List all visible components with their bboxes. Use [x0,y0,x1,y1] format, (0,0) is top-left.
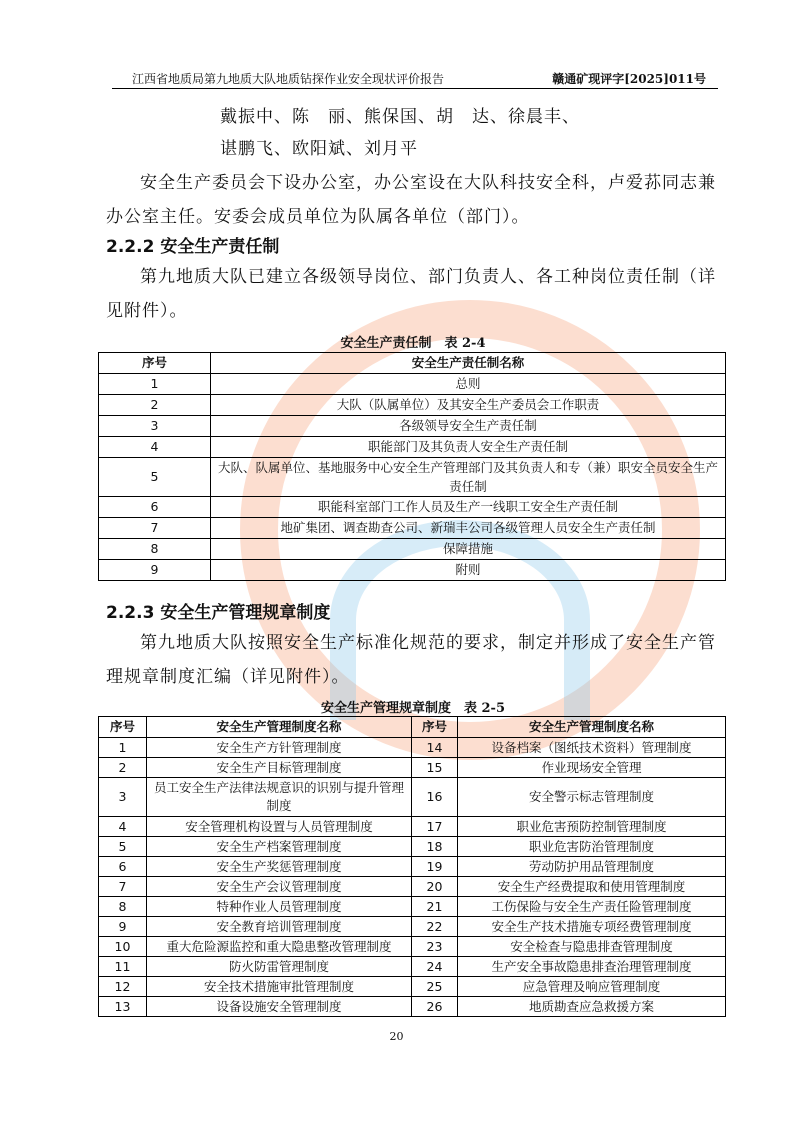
cell-index: 20 [412,877,458,897]
cell-name: 安全生产会议管理制度 [147,877,412,897]
cell-name: 安全生产档案管理制度 [147,837,412,857]
table-row [99,997,726,1017]
cell-index: 21 [412,897,458,917]
table-row [99,738,726,758]
col-header-name-left: 安全生产管理制度名称 [147,717,412,738]
page-header [112,68,718,89]
cell-name: 安全生产奖惩管理制度 [147,857,412,877]
col-header-index-right: 序号 [412,717,458,738]
cell-name: 生产安全事故隐患排查治理管理制度 [458,957,726,977]
cell-index: 14 [412,738,458,758]
cell-index: 16 [412,778,458,817]
cell-index: 26 [412,997,458,1017]
table-row [99,977,726,997]
cell-name: 地质勘查应急救援方案 [458,997,726,1017]
col-header-index-left: 序号 [99,717,147,738]
section-222-paragraph: 第九地质大队已建立各级领导岗位、部门负责人、各工种岗位责任制（详见附件）。 [106,267,716,321]
cell-name: 大队、队属单位、基地服务中心安全生产管理部门及其负责人和专（兼）职安全员安全生产责任制 [211,458,726,497]
members-line-2: 谌鹏飞、欧阳斌、刘月平 [220,139,418,159]
table-row [99,560,726,581]
cell-name: 劳动防护用品管理制度 [458,857,726,877]
col-header-name-right: 安全生产管理制度名称 [458,717,726,738]
cell-index: 3 [99,778,147,817]
cell-index: 7 [99,518,211,539]
table-2-5-caption: 安全生产管理规章制度 表 2-5 [320,701,505,716]
table-header-row [99,717,726,738]
col-header-index: 序号 [99,353,211,374]
cell-name: 安全教育培训管理制度 [147,917,412,937]
cell-name: 安全生产经费提取和使用管理制度 [458,877,726,897]
cell-index: 19 [412,857,458,877]
cell-name: 职业危害防治管理制度 [458,837,726,857]
cell-index: 15 [412,758,458,778]
cell-index: 1 [99,374,211,395]
cell-name: 大队（队属单位）及其安全生产委员会工作职责 [211,395,726,416]
members-line-1: 戴振中、陈 丽、熊保国、胡 达、徐晨丰、 [220,107,580,127]
table-row [99,877,726,897]
cell-name: 安全技术措施审批管理制度 [147,977,412,997]
table-row [99,957,726,977]
cell-index: 7 [99,877,147,897]
cell-index: 10 [99,937,147,957]
table-row [99,778,726,817]
cell-name: 防火防雷管理制度 [147,957,412,977]
table-2-5 [98,716,726,1017]
table-row [99,539,726,560]
cell-index: 13 [99,997,147,1017]
table-row [99,416,726,437]
cell-name: 作业现场安全管理 [458,758,726,778]
table-row [99,897,726,917]
table-header-row [99,353,726,374]
table-row [99,497,726,518]
cell-name: 地矿集团、调查勘查公司、新瑞丰公司各级管理人员安全生产责任制 [211,518,726,539]
cell-name: 设备档案（图纸技术资料）管理制度 [458,738,726,758]
cell-index: 4 [99,437,211,458]
cell-name: 保障措施 [211,539,726,560]
cell-name: 各级领导安全生产责任制 [211,416,726,437]
cell-name: 工伤保险与安全生产责任险管理制度 [458,897,726,917]
table-2-4 [98,352,726,581]
cell-name: 安全生产目标管理制度 [147,758,412,778]
table-row [99,937,726,957]
cell-name: 附则 [211,560,726,581]
cell-name: 安全警示标志管理制度 [458,778,726,817]
cell-index: 24 [412,957,458,977]
cell-name: 应急管理及响应管理制度 [458,977,726,997]
cell-index: 9 [99,917,147,937]
section-heading-222: 2.2.2 安全生产责任制 [106,237,280,257]
cell-name: 重大危险源监控和重大隐患整改管理制度 [147,937,412,957]
cell-index: 5 [99,837,147,857]
table-row [99,917,726,937]
cell-name: 安全检查与隐患排查管理制度 [458,937,726,957]
office-paragraph: 安全生产委员会下设办公室，办公室设在大队科技安全科，卢爱荪同志兼办公室主任。安委会成员单位为队属各单位（部门）。 [106,173,716,227]
cell-name: 总则 [211,374,726,395]
table-row [99,758,726,778]
table-2-4-caption: 安全生产责任制 表 2-4 [340,336,486,351]
cell-index: 2 [99,395,211,416]
cell-name: 职能科室部门工作人员及生产一线职工安全生产责任制 [211,497,726,518]
table-row [99,857,726,877]
cell-index: 5 [99,458,211,497]
col-header-name: 安全生产责任制名称 [211,353,726,374]
cell-index: 8 [99,897,147,917]
cell-name: 安全管理机构设置与人员管理制度 [147,817,412,837]
cell-index: 9 [99,560,211,581]
table-row [99,458,726,497]
cell-name: 职能部门及其负责人安全生产责任制 [211,437,726,458]
table-row [99,374,726,395]
table-row [99,437,726,458]
cell-index: 3 [99,416,211,437]
header-title: 江西省地质局第九地质大队地质钻探作业安全现状评价报告 [132,72,445,86]
section-223-paragraph: 第九地质大队按照安全生产标准化规范的要求，制定并形成了安全生产管理规章制度汇编（详见附件）。 [106,633,716,687]
cell-index: 18 [412,837,458,857]
cell-name: 安全生产方针管理制度 [147,738,412,758]
cell-index: 23 [412,937,458,957]
cell-index: 6 [99,857,147,877]
cell-index: 25 [412,977,458,997]
table-row [99,518,726,539]
table-row [99,817,726,837]
cell-name: 安全生产技术措施专项经费管理制度 [458,917,726,937]
cell-index: 11 [99,957,147,977]
cell-index: 17 [412,817,458,837]
cell-index: 1 [99,738,147,758]
cell-name: 员工安全生产法律法规意识的识别与提升管理制度 [147,778,412,817]
table-row [99,395,726,416]
cell-name: 特种作业人员管理制度 [147,897,412,917]
cell-index: 6 [99,497,211,518]
table-row [99,837,726,857]
cell-index: 12 [99,977,147,997]
cell-index: 22 [412,917,458,937]
cell-index: 8 [99,539,211,560]
page-number: 20 [389,1030,404,1043]
section-heading-223: 2.2.3 安全生产管理规章制度 [106,603,331,623]
cell-index: 4 [99,817,147,837]
cell-name: 职业危害预防控制管理制度 [458,817,726,837]
cell-name: 设备设施安全管理制度 [147,997,412,1017]
header-report-number: 赣通矿现评字[2025]011号 [552,72,706,86]
cell-index: 2 [99,758,147,778]
